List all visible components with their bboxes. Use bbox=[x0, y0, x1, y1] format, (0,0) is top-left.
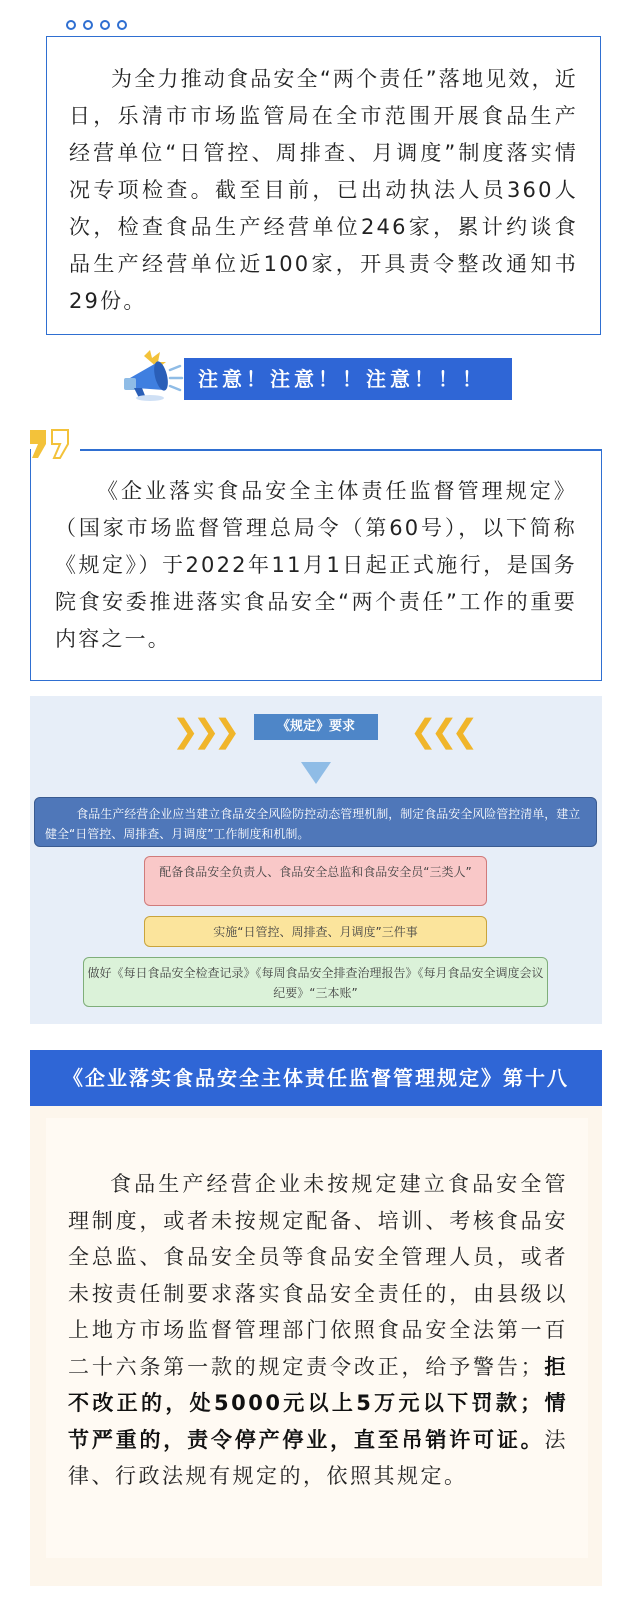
article-text-bold: 拒不改正的，处5000元以上5万元以下罚款；情节严重的，责令停产停业，直至吊销许可证。 bbox=[68, 1354, 569, 1452]
arrow-down-icon bbox=[301, 762, 331, 784]
dot-icon bbox=[66, 20, 76, 30]
article-box bbox=[46, 1118, 588, 1558]
decorative-dots bbox=[66, 20, 127, 30]
article-header-text: 《企业落实食品安全主体责任监督管理规定》第十八 bbox=[63, 1066, 569, 1090]
notice-text: 注意！注意！！注意！！！ bbox=[184, 358, 512, 400]
dot-icon bbox=[117, 20, 127, 30]
article-paragraph bbox=[68, 1166, 568, 1495]
dot-icon bbox=[83, 20, 93, 30]
chevron-left-icon: ❮❮❮ bbox=[410, 712, 473, 750]
requirement-box-three-things: 实施“日管控、周排查、月调度”三件事 bbox=[144, 916, 487, 947]
intro-box bbox=[46, 36, 601, 335]
article-text-part2: 法律、行政法规有规定的，依照其规定。 bbox=[68, 1427, 568, 1488]
regulation-intro-paragraph: 《企业落实食品安全主体责任监督管理规定》（国家市场监督管理总局令（第60号），以下简称《规定》）于2022年11月1日起正式施行，是国务院食安委推进落实食品安全“两个责任”工作的重要内容之一。 bbox=[55, 479, 577, 651]
requirement-box-three-people: 配备食品安全负责人、食品安全总监和食品安全员“三类人” bbox=[144, 856, 487, 906]
chevron-right-icon: ❯❯❯ bbox=[172, 712, 235, 750]
notice-banner bbox=[120, 348, 515, 408]
regulation-intro-box bbox=[30, 449, 602, 681]
requirement-box-mechanism: 食品生产经营企业应当建立食品安全风险防控动态管理机制，制定食品安全风险管控清单，建立健全“日管控、周排查、月调度”工作制度和机制。 bbox=[34, 797, 597, 847]
dot-icon bbox=[100, 20, 110, 30]
infographic-title: 《规定》要求 bbox=[254, 714, 378, 740]
requirements-infographic bbox=[30, 696, 602, 1024]
article-header bbox=[30, 1050, 602, 1106]
requirement-box-three-records: 做好《每日食品安全检查记录》《每周食品安全排查治理报告》《每月食品安全调度会议纪要》“三本账” bbox=[83, 957, 548, 1007]
article-text-part1: 食品生产经营企业未按规定建立食品安全管理制度，或者未按规定配备、培训、考核食品安全总监、食品安全员等食品安全管理人员，或者未按责任制要求落实食品安全责任的，由县级以上地方市场监督管理部门依照食品安全法第一百二十六条第一款的规定责令改正，给予警告； bbox=[68, 1172, 568, 1379]
megaphone-icon bbox=[120, 348, 186, 408]
intro-paragraph: 为全力推动食品安全“两个责任”落地见效，近日，乐清市市场监管局在全市范围开展食品生产经营单位“日管控、周排查、月调度”制度落实情况专项检查。截至目前，已出动执法人员360人次，检查食品生产经营单位246家，累计约谈食品生产经营单位近100家，开具责令整改通知书29份。 bbox=[69, 67, 578, 313]
